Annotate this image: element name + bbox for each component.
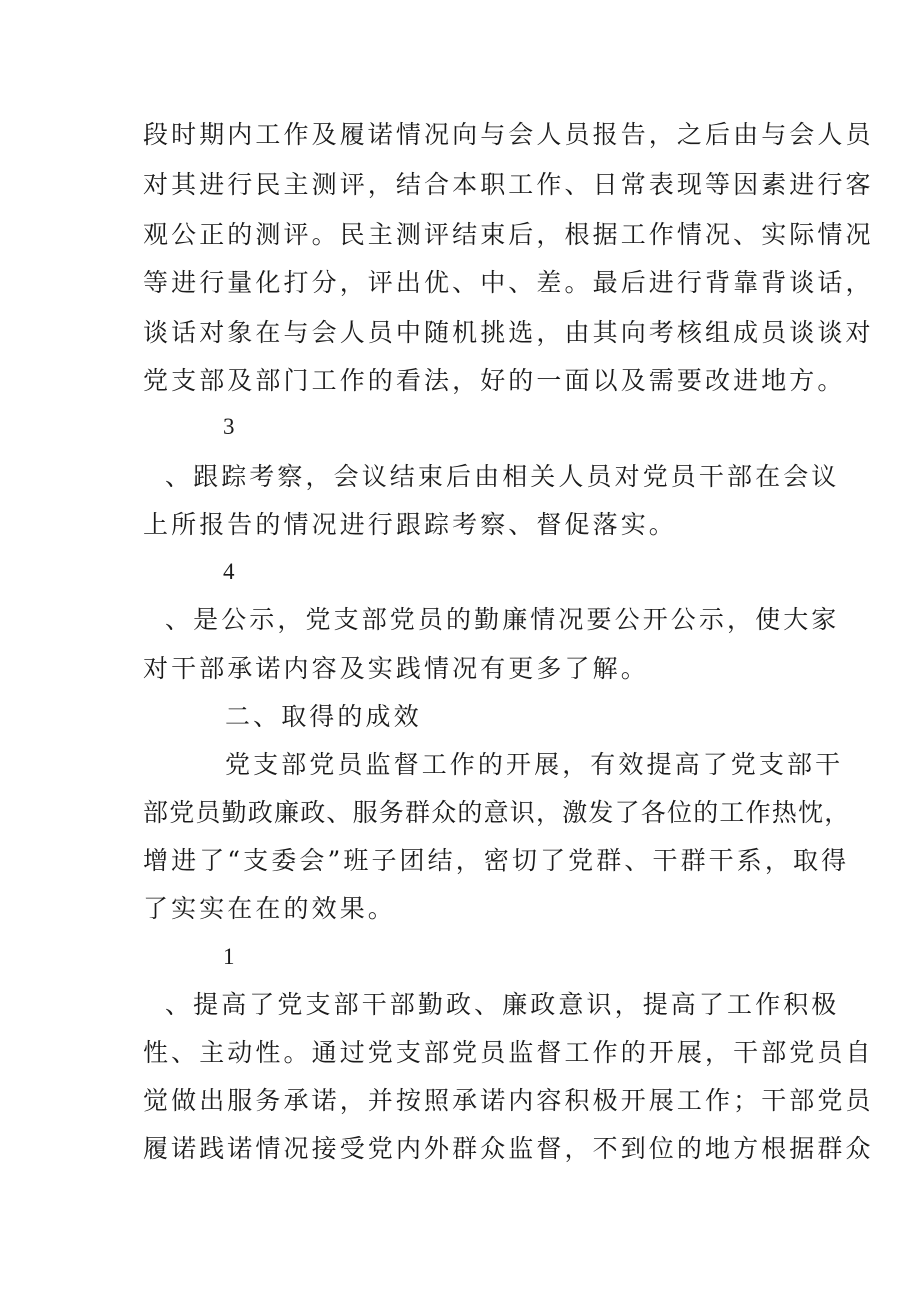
item-number: 1 — [223, 944, 235, 969]
text-line: 上所报告的情况进行跟踪考察、督促落实。 — [143, 510, 677, 539]
text-line: 对其进行民主测评，结合本职工作、日常表现等因素进行客 — [143, 170, 874, 199]
text-line: 增进了“支委会”班子团结，密切了党群、干群干系，取得 — [143, 846, 850, 875]
section-heading: 二、取得的成效 — [225, 702, 422, 731]
text-line: 党支部及部门工作的看法，好的一面以及需要改进地方。 — [143, 366, 846, 395]
text-line: 性、主动性。通过党支部党员监督工作的开展，干部党员自 — [143, 1038, 874, 1067]
text-line: 、跟踪考察，会议结束后由相关人员对党员干部在会议 — [165, 462, 840, 491]
text-line: 段时期内工作及履诺情况向与会人员报告，之后由与会人员 — [143, 120, 874, 149]
text-line: 谈话对象在与会人员中随机挑选，由其向考核组成员谈谈对 — [143, 318, 874, 347]
item-number: 3 — [223, 414, 235, 439]
item-number: 4 — [223, 559, 235, 584]
text-line: 、提高了党支部干部勤政、廉政意识，提高了工作积极 — [165, 990, 840, 1019]
text-line: 了实实在在的效果。 — [143, 894, 396, 923]
text-line: 等进行量化打分，评出优、中、差。最后进行背靠背谈话， — [143, 268, 874, 297]
text-line: 、是公示，党支部党员的勤廉情况要公开公示，使大家 — [165, 605, 840, 634]
text-line: 对干部承诺内容及实践情况有更多了解。 — [143, 654, 649, 683]
text-line: 履诺践诺情况接受党内外群众监督，不到位的地方根据群众 — [143, 1134, 874, 1163]
text-line: 党支部党员监督工作的开展，有效提高了党支部干 — [225, 750, 844, 779]
text-line: 观公正的测评。民主测评结束后，根据工作情况、实际情况 — [143, 220, 874, 249]
text-line: 部党员勤政廉政、服务群众的意识，激发了各位的工作热忱， — [143, 798, 851, 827]
text-line: 觉做出服务承诺，并按照承诺内容积极开展工作；干部党员 — [143, 1086, 874, 1115]
